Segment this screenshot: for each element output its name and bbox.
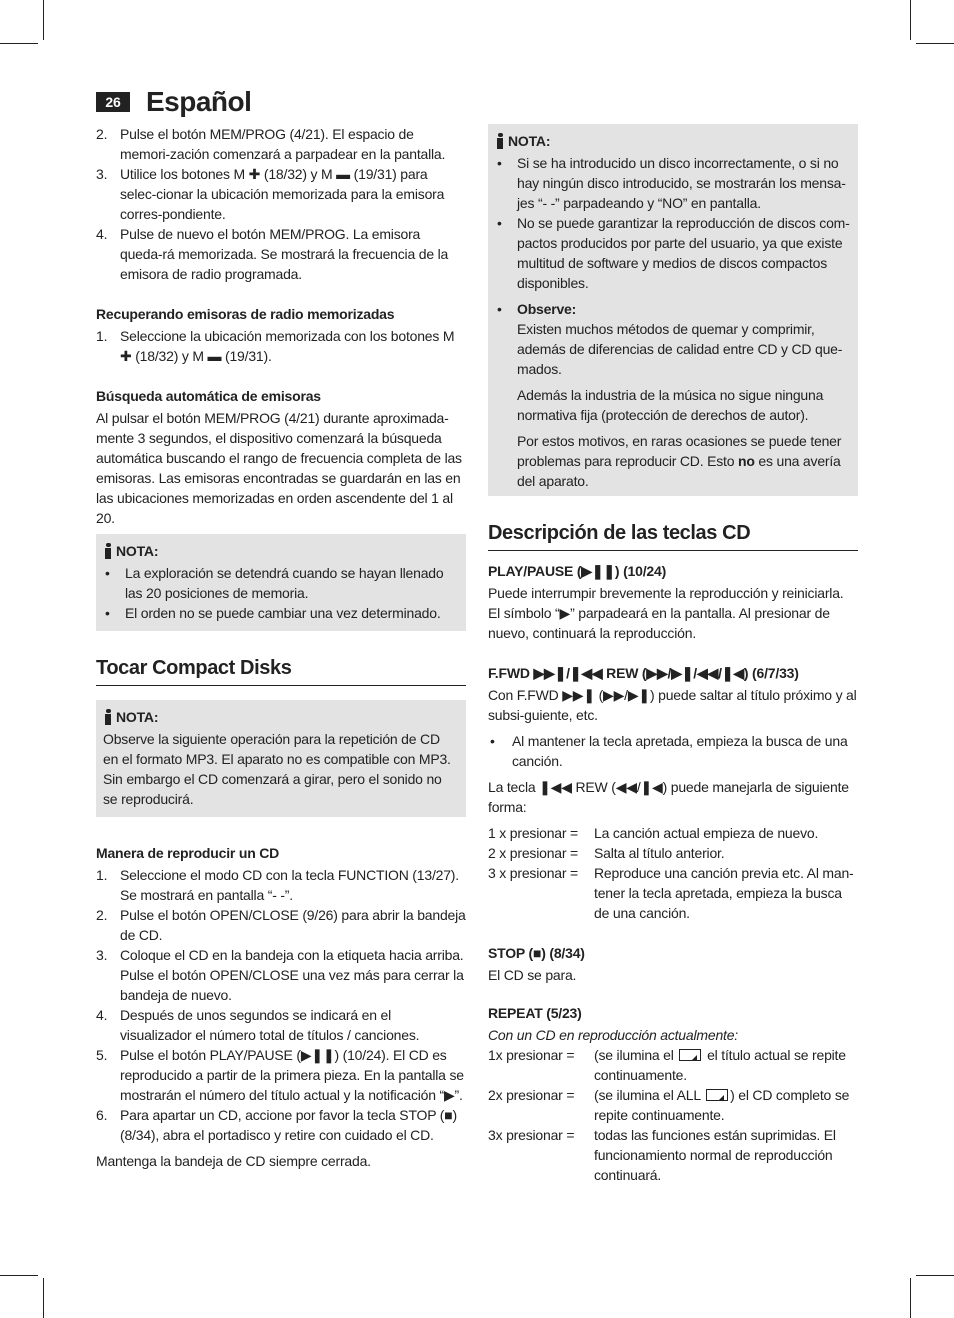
right-column [488,124,858,1185]
paragraph: Con F.FWD ▶▶❚ (▶▶/▶❚) puede saltar al título próximo y al subsi-guiente, etc. [488,687,857,723]
bullet-list [103,563,458,623]
paragraph: La tecla ❚◀◀ REW (◀◀/❚◀) puede manejarla de siguiente forma: [488,779,849,815]
paragraph: El CD se para. [488,967,577,983]
subheading-auto-search: Búsqueda automática de emisoras [96,388,321,404]
crop-mark [910,0,911,40]
bullet-list [495,153,850,491]
crop-mark [916,43,954,44]
subheading-repeat: REPEAT (5/23) [488,1005,582,1021]
list-item: 4. Pulse de nuevo el botón MEM/PROG. La emisora queda-rá memorizada. Se mostrará la frecuencia de la emisora de radio programada. [96,226,449,282]
repeat-icon [679,1049,701,1061]
list-item: 3. Coloque el CD en la bandeja con la etiqueta hacia arriba. Pulse el botón OPEN/CLOSE una vez más para cerrar la bandeja de nuevo. [96,947,464,1003]
crop-mark [0,1275,38,1276]
info-icon [103,543,113,559]
subheading-play-cd: Manera de reproducir un CD [96,845,280,861]
note-header: NOTA: [495,131,850,151]
list-item: • Al mantener la tecla apretada, empieza la busca de una canción. [490,733,848,769]
page-title: Español [146,86,252,117]
section-title-keys: Descripción de las teclas CD [488,520,858,551]
page-number: 26 [96,92,130,112]
paragraph: Al pulsar el botón MEM/PROG (4/21) durante aproximada-mente 3 segundos, el dispositivo comenzará la búsqueda automática buscando el rango de frecuencia completa de las emisoras. Las emisoras encontradas se guardarán en las en las ubicaciones memorizadas en orden ascendente del 1 al 20. [96,410,462,526]
note-header: NOTA: [103,707,458,727]
note-header: NOTA: [103,541,458,561]
press-table: 1 x presionar = La canción actual empieza de nuevo. 2 x presionar = Salta al título anterior. 3 x presionar = Reproduce una canción previa etc. Al man-tener la tecla apretada, empieza la busca de una canción. [488,825,854,921]
step-list [96,326,466,366]
press-table: 1x presionar = (se ilumina el el título actual se repite continuamente. 2x presionar = (se ilumina el ALL ) el CD completo se repite continuamente. 3x presionar = todas las funciones están suprimidas. El funcionamiento normal de reproducción continuará. [488,1047,850,1183]
subheading-recall: Recuperando emisoras de radio memorizadas [96,306,395,322]
section-title-cd: Tocar Compact Disks [96,655,466,686]
list-item: 4. Después de unos segundos se indicará en el visualizador el número total de títulos / canciones. [96,1007,420,1043]
repeat-icon [706,1089,728,1101]
list-item: 5. Pulse el botón PLAY/PAUSE (▶❚❚) (10/24). El CD es reproducido a partir de la primera pieza. En la pantalla se mostrarán el número del título actual y la notificación “▶”. [96,1047,464,1103]
list-item: • La exploración se detendrá cuando se hayan llenado las 20 posiciones de memoria. [105,565,444,601]
left-column [96,124,466,1171]
crop-mark [0,43,38,44]
paragraph: Con un CD en reproducción actualmente: [488,1027,738,1043]
paragraph: Mantenga la bandeja de CD siempre cerrada. [96,1153,371,1169]
info-icon [495,133,505,149]
subheading-play-pause: PLAY/PAUSE (▶❚❚) (10/24) [488,563,667,579]
note-box [96,534,466,631]
info-icon [103,709,113,725]
observe-label: Observe: [517,301,577,317]
paragraph: Puede interrumpir brevemente la reproducción y reiniciarla. El símbolo “▶” parpadeará en la pantalla. Al presionar de nuevo, continuará la reproducción. [488,585,844,641]
step-list [96,865,466,1145]
crop-mark [910,1278,911,1318]
list-item: • No se puede garantizar la reproducción de discos com-pactos producidos por parte del usuario, ya que existe multitud de software y medios de discos compactos disponibles. [497,215,850,291]
list-item: • Si se ha introducido un disco incorrectamente, o si no hay ningún disco introducido, se mostrarán los mensa-jes “- -” parpadeando y “NO” en pantalla. [497,155,846,211]
crop-mark [43,0,44,40]
subheading-ffwd-rew: F.FWD ▶▶❚/❚◀◀ REW (▶▶/▶❚/◀◀/❚◀) (6/7/33) [488,665,799,681]
list-item: 1. Seleccione la ubicación memorizada con los botones M ✚ (18/32) y M ▬ (19/31). [96,328,455,364]
list-item: 2. Pulse el botón OPEN/CLOSE (9/26) para abrir la bandeja de CD. [96,907,466,943]
crop-mark [916,1275,954,1276]
subheading-stop: STOP (■) (8/34) [488,945,585,961]
list-item: • El orden no se puede cambiar una vez determinado. [105,605,441,621]
note-box [96,700,466,817]
bullet-list [488,731,858,771]
list-item: 2. Pulse el botón MEM/PROG (4/21). El espacio de memori-zación comenzará a parpadear en la pantalla. [96,126,446,162]
list-item: 3. Utilice los botones M ✚ (18/32) y M ▬ (19/31) para selec-cionar la ubicación memorizada para la emisora corres-pondiente. [96,166,445,222]
list-item: 1. Seleccione el modo CD con la tecla FUNCTION (13/27). Se mostrará en pantalla “- -”. [96,867,459,903]
list-item: • Observe: Existen muchos métodos de quemar y comprimir, además de diferencias de calidad entre CD y CD que-mados. Además la industria de la música no sigue ninguna normativa fija (protección de derechos de autor). Por estos motivos, en raras ocasiones se puede tener problemas para reproducir CD. Esto no es una avería del aparato. [497,301,843,489]
step-list [96,124,466,284]
note-text: Observe la siguiente operación para la repetición de CD en el formato MP3. El aparato no es compatible con MP3. Sin embargo el CD comenzará a girar, pero el sonido no se reproducirá. [103,731,451,807]
crop-mark [43,1278,44,1318]
list-item: 6. Para apartar un CD, accione por favor la tecla STOP (■) (8/34), abra el portadisco y retire con cuidado el CD. [96,1107,457,1143]
note-box [488,124,858,496]
